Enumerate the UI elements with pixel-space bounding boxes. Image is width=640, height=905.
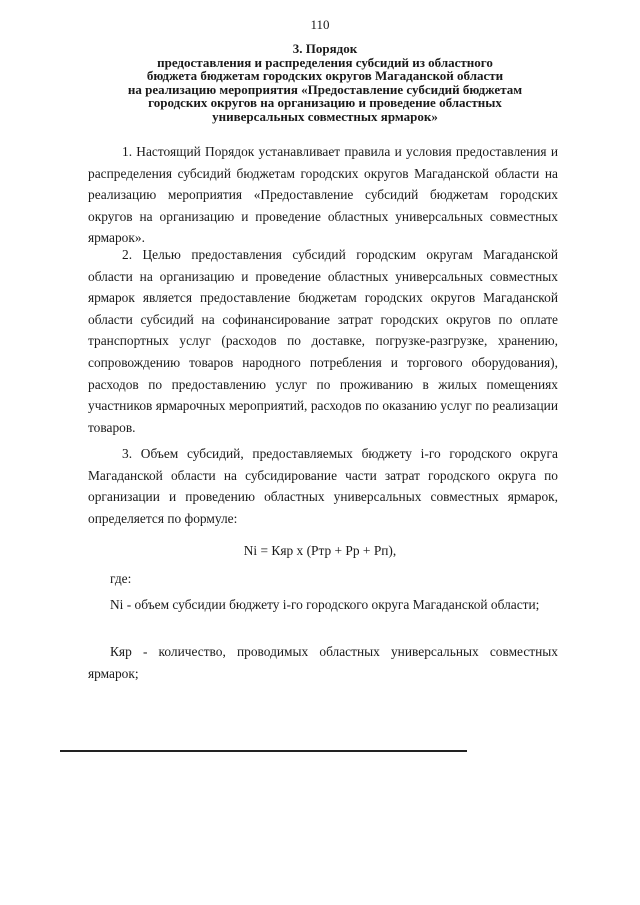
definition-text: Ni - объем субсидии бюджету i-го городского округа Магаданской области; [110,597,540,612]
title-line: городских округов на организацию и проведение областных [148,95,502,111]
paragraph-1 [88,141,558,249]
title-line: 3. Порядок [292,41,358,56]
title-line: универсальных совместных ярмарок» [212,108,438,124]
definition-text: Кяр - количество, проводимых областных универсальных совместных ярмарок; [88,644,558,681]
horizontal-rule [60,750,467,752]
paragraph-text: 3. Объем субсидий, предоставляемых бюджету i-го городского округа Магаданской области на субсидирование части затрат городского округа по организации и проведению областных универсальных совместных ярмарок, определяется по формуле: [88,446,558,526]
paragraph-text: 2. Целью предоставления субсидий городским округам Магаданской области на организацию и проведение областных универсальных совместных ярмарок является предоставление бюджетам городских округов Магаданской области субсидий на софинансирование затрат городских округов по оплате транспортных услуг (расходов по доставке, погрузке-разгрузке, хранению, сопровождению товаров народного потребления и торгового оборудования), расходов по предоставлению услуг по проживанию в жилых помещениях участников ярмарочных мероприятий, расходов по оказанию услуг по реализации товаров. [88,247,558,435]
title-line: предоставления и распределения субсидий из областного [157,54,493,70]
where-label: где: [110,571,132,586]
paragraph-3 [88,443,558,529]
definition-kyar [88,641,558,684]
paragraph-2 [88,244,558,438]
section-title [80,42,570,124]
definition-ni [88,594,558,616]
page-number: 110 [310,17,330,32]
paragraph-text: 1. Настоящий Порядок устанавливает правила и условия предоставления и распределения субсидий бюджетам городских округов Магаданской области на реализацию мероприятия «Предоставление субсидий бюджетам городских округов на организацию и проведение областных универсальных совместных ярмарок». [88,144,558,246]
title-line: бюджета бюджетам городских округов Магаданской области [146,68,504,84]
title-line: на реализацию мероприятия «Предоставление субсидий бюджетам [127,81,523,97]
formula: Ni = Кяр х (Ртр + Рр + Рп), [243,543,397,558]
